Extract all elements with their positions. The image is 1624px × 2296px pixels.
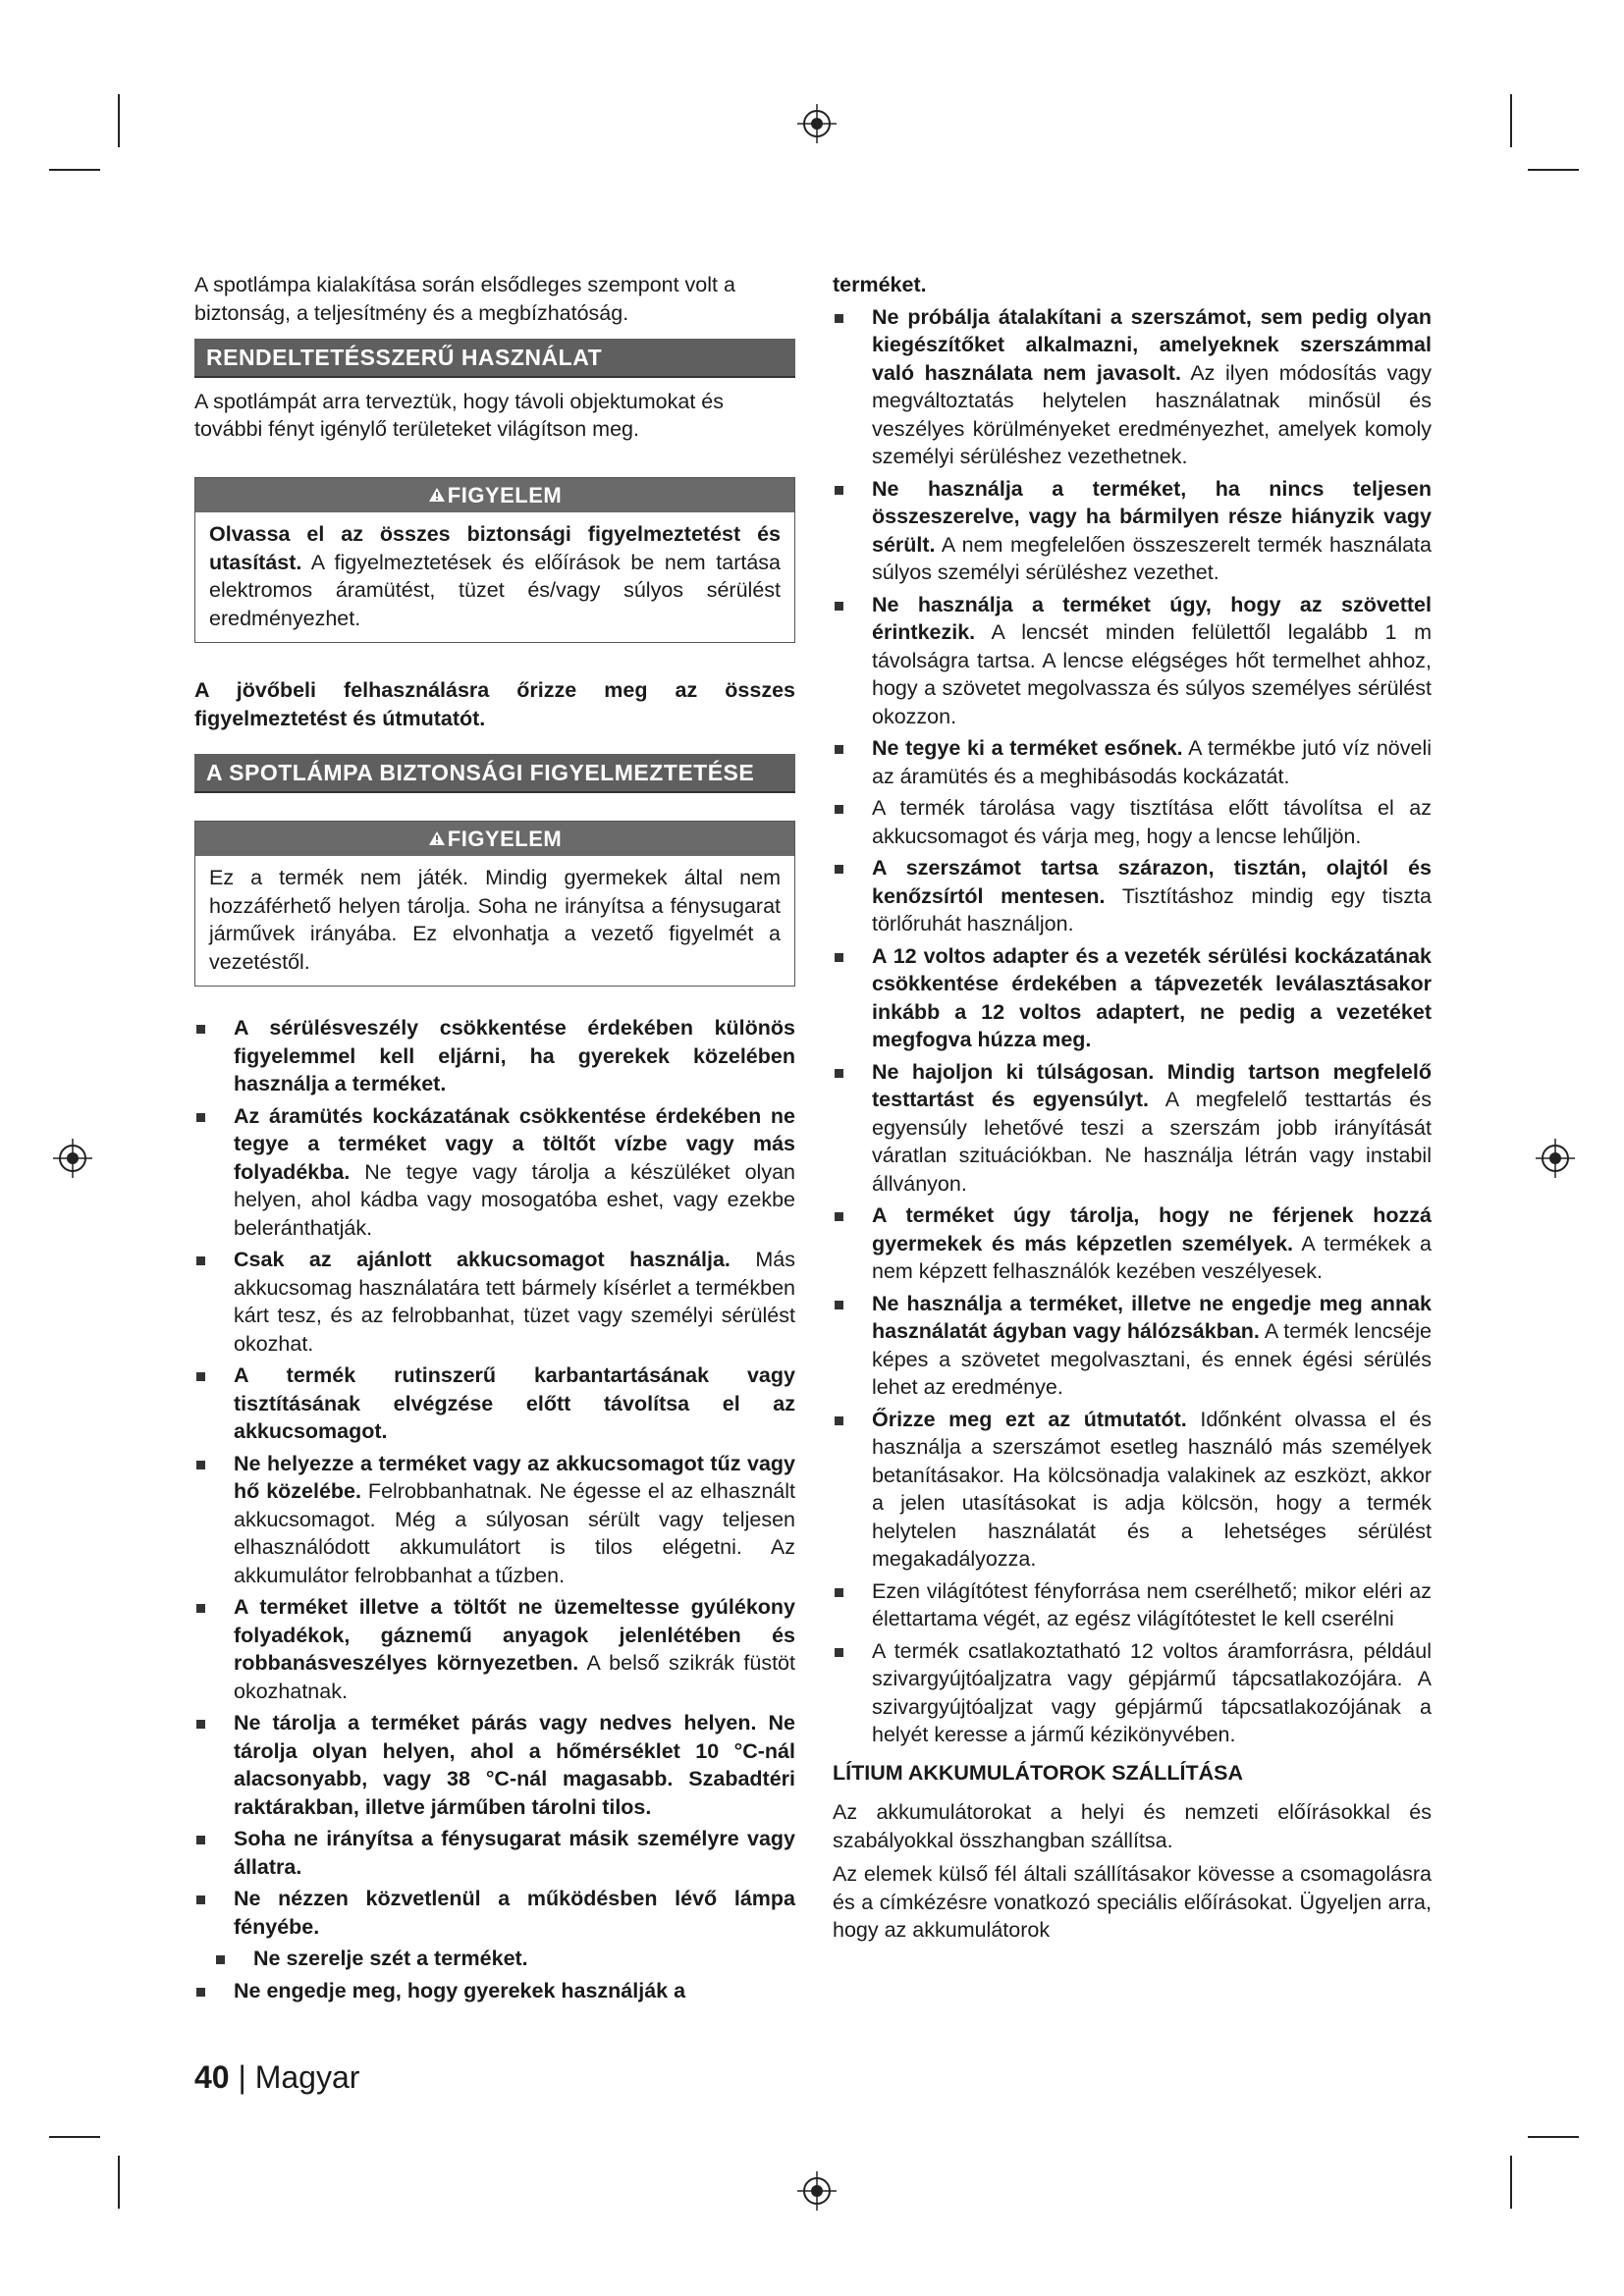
crop-mark-tr-v <box>1510 94 1512 147</box>
list-item: Ne hajoljon ki túlságosan. Mindig tartson megfelelő testtartást és egyensúlyt. A megfelelő testtartás és egyensúly lehetővé teszi a szerszám jobb irányítását váratlan szituációkban. Ne használja létrán vagy instabil állványon. <box>833 1058 1432 1199</box>
registration-mark-bottom-icon <box>795 2169 839 2213</box>
warning-box-child <box>194 821 795 988</box>
lithium-heading: LÍTIUM AKKUMULÁTOROK SZÁLLÍTÁSA <box>833 1760 1244 1785</box>
list-item: Ne engedje meg, hogy gyerekek használják a <box>194 1977 795 2005</box>
warning-body: Ez a termék nem játék. Mindig gyermekek által nem hozzáférhető helyen tárolja. Soha ne irányítsa a fénysugarat járművek irányába. Ez elvonhatja a vezető figyelmét a vezetéstől. <box>209 866 781 974</box>
warning-label: FIGYELEM <box>447 826 563 851</box>
crop-mark-tr-h <box>1528 169 1579 171</box>
list-item: Ne használja a terméket, ha nincs teljesen összeszerelve, vagy ha bármilyen része hiányzik vagy sérült. A nem megfelelően összeszerelt termék használata súlyos személyi sérüléshez vezethet. <box>833 475 1432 587</box>
warning-bold-text: Olvassa el az összes biztonsági figyelmeztetést és utasítást. <box>209 522 781 574</box>
page-number: 40 <box>194 2059 230 2095</box>
list-item: Soha ne irányítsa a fénysugarat másik személyre vagy állatra. <box>194 1825 795 1881</box>
list-item: A termék rutinszerű karbantartásának vagy tisztításának elvégzése előtt távolítsa el az akkucsomagot. <box>194 1362 795 1446</box>
warning-header <box>195 822 794 857</box>
list-item: A terméket illetve a töltőt ne üzemeltesse gyúlékony folyadékok, gáznemű anyagok jelenlétében és robbanásveszélyes környezetben. A belső szikrák füstöt okozhatnak. <box>194 1593 795 1705</box>
list-item: Ne helyezze a terméket vagy az akkucsomagot tűz vagy hő közelébe. Felrobbanhatnak. Ne égesse el az elhasznált akkucsomagot. Még a súlyosan sérült vagy teljesen elhasználódott akkumulátort is tilos elégetni. Az akkumulátor felrobbanhat a tűzben. <box>194 1450 795 1590</box>
warning-body <box>195 512 794 642</box>
registration-mark-right-icon <box>1534 1137 1577 1180</box>
list-item: Őrizze meg ezt az útmutatót. Időnként olvassa el és használja a szerszámot esetleg használó más személyek betanításakor. Ha kölcsönadja valakinek az eszközt, akkor a jelen utasításokat is adja kölcsön, hogy a termék helytelen használatát és a lehetséges sérülést megakadályozza. <box>833 1406 1432 1574</box>
warning-header <box>195 478 794 513</box>
left-bullet-list <box>194 1014 795 2004</box>
list-item: Ne tárolja a terméket párás vagy nedves helyen. Ne tárolja olyan helyen, ahol a hőmérséklet 10 °C-nál alacsonyabb, vagy 38 °C-nál magasabb. Szabadtéri raktárakban, illetve járműben tárolni tilos. <box>194 1709 795 1821</box>
crop-mark-tl-h <box>49 169 100 171</box>
right-bullet-list <box>833 303 1432 1749</box>
continued-text: terméket. <box>833 273 927 296</box>
list-item: A termék tárolása vagy tisztítása előtt távolítsa el az akkucsomagot és várja meg, hogy a lencse lehűljön. <box>833 794 1432 850</box>
section-heading-intended-use: RENDELTETÉSSZERŰ HASZNÁLAT <box>194 339 795 378</box>
intended-use-paragraph: A spotlámpát arra terveztük, hogy távoli objektumokat és további fényt igénylő területeket világítson meg. <box>194 389 724 441</box>
list-item: A szerszámot tartsa szárazon, tisztán, olajtól és kenőzsírtól mentesen. Tisztításhoz mindig egy tiszta törlőruhát használjon. <box>833 854 1432 938</box>
list-item: Ne szerelje szét a terméket. <box>194 1945 795 1973</box>
warning-triangle-icon <box>428 826 446 854</box>
warning-label: FIGYELEM <box>447 482 563 507</box>
list-item: Ne használja a terméket úgy, hogy az szövettel érintkezik. A lencsét minden felülettől legalább 1 m távolságra tartsa. A lencse elégséges hőt termelhet ahhoz, hogy a szövetet megolvassza és súlyos személyes sérülést okozzon. <box>833 591 1432 731</box>
crop-mark-br-v <box>1510 2156 1512 2209</box>
crop-mark-bl-v <box>118 2156 120 2209</box>
footer-separator: | <box>229 2059 255 2095</box>
list-item: Ne tegye ki a terméket esőnek. A termékbe jutó víz növeli az áramütés és a meghibásodás kockázatát. <box>833 734 1432 790</box>
crop-mark-br-h <box>1528 2136 1579 2138</box>
list-item: Ezen világítótest fényforrása nem cserélhető; mikor eléri az élettartama végét, az egész világítótestet le kell cserélni <box>833 1577 1432 1633</box>
warning-triangle-icon <box>428 482 446 510</box>
lithium-paragraph-1: Az akkumulátorokat a helyi és nemzeti előírásokkal és szabályokkal összhangban szállítsa. <box>833 1800 1432 1852</box>
lithium-paragraph-2: Az elemek külső fél általi szállításakor kövesse a csomagolásra és a címkézésre vonatkozó speciális előírásokat. Ügyeljen arra, hogy az akkumulátorok <box>833 1862 1432 1942</box>
registration-mark-top-icon <box>795 102 839 145</box>
crop-mark-bl-h <box>49 2136 100 2138</box>
list-item: Az áramütés kockázatának csökkentése érdekében ne tegye a terméket vagy a töltőt vízbe vagy más folyadékba. Ne tegye vagy tárolja a készüléket olyan helyen, ahol kádba vagy mosogatóba eshet, vagy ezekbe beleránthatják. <box>194 1102 795 1243</box>
crop-mark-tl-v <box>118 94 120 147</box>
list-item: A sérülésveszély csökkentése érdekében különös figyelemmel kell eljárni, ha gyerekek közelében használja a terméket. <box>194 1014 795 1098</box>
warning-box-general <box>194 477 795 644</box>
page-footer <box>194 2059 359 2096</box>
list-item: Ne használja a terméket, illetve ne engedje meg annak használatát ágyban vagy hálózsákban. A termék lencséje képes a szövetet megolvasztani, és ennek égési sérülés lehet az eredménye. <box>833 1290 1432 1402</box>
right-column <box>833 271 1432 1945</box>
keep-instructions-notice: A jövőbeli felhasználásra őrizze meg az összes figyelmeztetést és útmutatót. <box>194 678 795 730</box>
list-item: Ne nézzen közvetlenül a működésben lévő lámpa fényébe. <box>194 1885 795 1941</box>
intro-paragraph: A spotlámpa kialakítása során elsődleges szempont volt a biztonság, a teljesítmény és a megbízhatóság. <box>194 273 735 325</box>
list-item: Csak az ajánlott akkucsomagot használja. Más akkucsomag használatára tett bármely kísérlet a termékben kárt tesz, és az felrobbanhat, tüzet vagy személyi sérülést okozhat. <box>194 1246 795 1358</box>
section-heading-safety: A SPOTLÁMPA BIZTONSÁGI FIGYELMEZTETÉSE <box>194 754 795 793</box>
list-item: A termék csatlakoztatható 12 voltos áramforrásra, például szivargyújtóaljzatra vagy gépjármű tápcsatlakozójára. A szivargyújtóaljzat vagy gépjármű tápcsatlakozójának a helyét keresse a jármű kézikönyvében. <box>833 1637 1432 1749</box>
footer-language: Magyar <box>254 2059 360 2095</box>
list-item: A 12 voltos adapter és a vezeték sérülési kockázatának csökkentése érdekében a tápvezeték leválasztásakor inkább a 12 voltos adaptert, ne pedig a vezetéket megfogva húzza meg. <box>833 942 1432 1054</box>
list-item: Ne próbálja átalakítani a szerszámot, sem pedig olyan kiegészítőket alkalmazni, amelyeknek szerszámmal való használata nem javasolt. Az ilyen módosítás vagy megváltoztatás helytelen használatnak minősül és veszélyes körülményeket eredményezhet, amelyek komoly személyi sérüléshez vezethetnek. <box>833 303 1432 471</box>
left-column <box>194 271 795 2008</box>
list-item: A terméket úgy tárolja, hogy ne férjenek hozzá gyermekek és más képzetlen személyek. A termékek a nem képzett felhasználók kezében veszélyesek. <box>833 1201 1432 1286</box>
warning-text: A figyelmeztetések és előírások be nem tartása elektromos áramütést, tüzet és/vagy súlyos sérülést eredményezhet. <box>209 550 781 630</box>
registration-mark-left-icon <box>51 1137 94 1180</box>
